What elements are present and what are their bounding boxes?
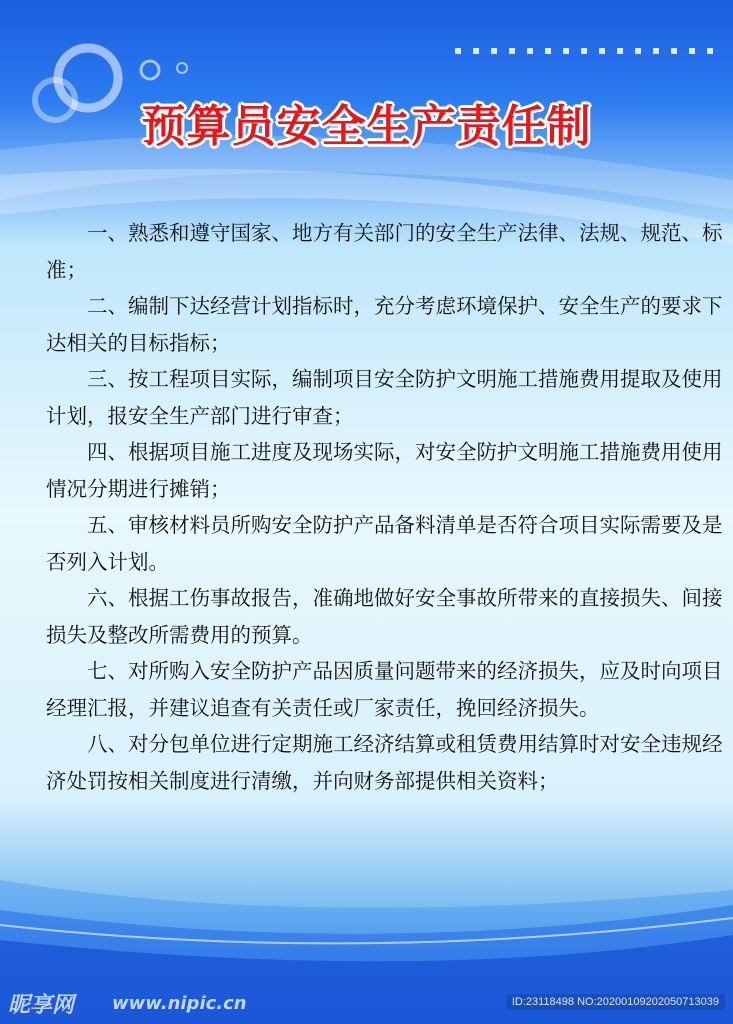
list-item: 一、熟悉和遵守国家、地方有关部门的安全生产法律、法规、规范、标准；	[46, 221, 723, 282]
decor-dot	[545, 48, 551, 54]
list-item: 三、按工程项目实际，编制项目安全防护文明施工措施费用提取及使用计划，报安全生产部门进行审查；	[46, 367, 723, 428]
watermark-url: www.nipic.cn	[112, 993, 247, 1014]
decor-dot	[617, 48, 623, 54]
list-item: 七、对所购入安全防护产品因质量问题带来的经济损失，应及时向项目经理汇报，并建议追查有关责任或厂家责任，挽回经济损失。	[46, 659, 723, 720]
list-item: 六、根据工伤事故报告，准确地做好安全事故所带来的直接损失、间接损失及整改所需费用的预算。	[46, 586, 723, 647]
decor-dot	[635, 48, 641, 54]
decor-dot	[653, 48, 659, 54]
list-item: 二、编制下达经营计划指标时，充分考虑环境保护、安全生产的要求下达相关的目标指标；	[46, 294, 723, 355]
list-item: 八、对分包单位进行定期施工经济结算或租赁费用结算时对安全违规经济处罚按相关制度进行清缴，并向财务部提供相关资料；	[46, 732, 723, 793]
decor-dot	[707, 48, 713, 54]
decor-dot	[527, 48, 533, 54]
responsibility-list	[46, 215, 726, 799]
watermark-id: ID:23118498 NO:20200109202050713039	[506, 994, 725, 1010]
decor-dot	[509, 48, 515, 54]
decor-dot	[473, 48, 479, 54]
decor-dot	[599, 48, 605, 54]
decor-dot	[581, 48, 587, 54]
decor-dot	[671, 48, 677, 54]
decor-dot	[455, 48, 461, 54]
decor-dot	[563, 48, 569, 54]
list-item: 四、根据项目施工进度及现场实际，对安全防护文明施工措施费用使用情况分期进行摊销；	[46, 440, 723, 501]
watermark-logo: 昵享网	[8, 993, 75, 1018]
poster-title: 预算员安全生产责任制	[141, 101, 592, 152]
decor-dot	[689, 48, 695, 54]
decor-dot	[491, 48, 497, 54]
list-item: 五、审核材料员所购安全防护产品备料清单是否符合项目实际需要及是否列入计划。	[46, 513, 723, 574]
